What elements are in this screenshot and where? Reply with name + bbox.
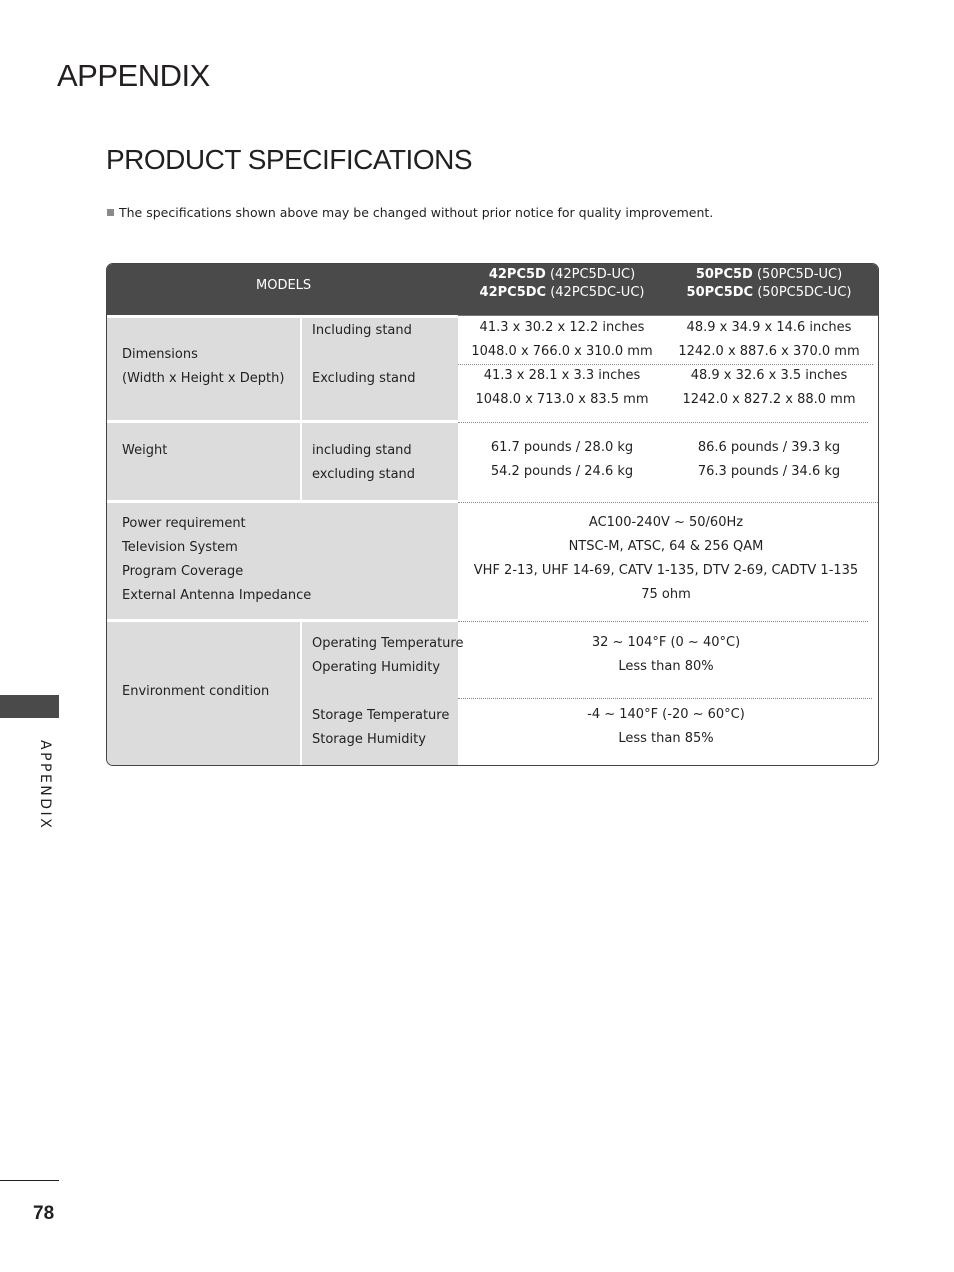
dim-inc-42-inches: 41.3 x 30.2 x 12.2 inches bbox=[479, 320, 645, 335]
operating-humidity-label: Operating Humidity bbox=[312, 660, 441, 675]
operating-temperature-value: 32 ~ 104°F (0 ~ 40°C) bbox=[591, 635, 741, 650]
row-gap-1 bbox=[107, 420, 458, 423]
row-gap-top bbox=[107, 315, 458, 318]
dim-row-divider bbox=[458, 422, 868, 423]
dim-exc-50-mm: 1242.0 x 827.2 x 88.0 mm bbox=[682, 392, 856, 407]
dimensions-sublabel: (Width x Height x Depth) bbox=[122, 371, 285, 386]
model-column-42 bbox=[459, 266, 665, 302]
page-title: PRODUCT SPECIFICATIONS bbox=[106, 144, 473, 175]
column-divider-1 bbox=[300, 315, 302, 423]
dim-exc-50-inches: 48.9 x 32.6 x 3.5 inches bbox=[690, 368, 848, 383]
operating-temperature-label: Operating Temperature bbox=[312, 636, 464, 651]
weight-including-label: including stand bbox=[312, 443, 412, 458]
dim-inc-42-mm: 1048.0 x 766.0 x 310.0 mm bbox=[471, 344, 653, 359]
weight-42-including: 61.7 pounds / 28.0 kg bbox=[490, 440, 634, 455]
model-50pc5d: 50PC5D (50PC5D-UC) bbox=[695, 267, 843, 282]
specs-note-text: The specifications shown above may be changed without prior notice for quality improvement. bbox=[119, 205, 714, 220]
dim-inc-50-mm: 1242.0 x 887.6 x 370.0 mm bbox=[678, 344, 860, 359]
model-column-50 bbox=[665, 266, 873, 302]
weight-row-divider bbox=[458, 502, 878, 503]
side-section-label: APPENDIX bbox=[37, 740, 53, 831]
television-system-value: NTSC-M, ATSC, 64 & 256 QAM bbox=[568, 539, 764, 554]
environment-divider bbox=[458, 698, 872, 699]
power-requirement-value: AC100-240V ~ 50/60Hz bbox=[588, 515, 744, 530]
weight-50-including: 86.6 pounds / 39.3 kg bbox=[697, 440, 841, 455]
specifications-table bbox=[106, 263, 879, 766]
column-divider-2 bbox=[300, 423, 302, 503]
model-42pc5d: 42PC5D (42PC5D-UC) bbox=[488, 267, 636, 282]
antenna-impedance-value: 75 ohm bbox=[641, 587, 691, 602]
weight-50-excluding: 76.3 pounds / 34.6 kg bbox=[697, 464, 841, 479]
excluding-stand-label: Excluding stand bbox=[312, 371, 416, 386]
dim-exc-42-inches: 41.3 x 28.1 x 3.3 inches bbox=[483, 368, 641, 383]
antenna-impedance-label: External Antenna Impedance bbox=[122, 588, 312, 603]
storage-humidity-value: Less than 85% bbox=[618, 731, 714, 746]
television-system-label: Television System bbox=[122, 540, 238, 555]
page-number: 78 bbox=[33, 1203, 55, 1224]
storage-temperature-value: -4 ~ 140°F (-20 ~ 60°C) bbox=[587, 707, 745, 722]
power-row-divider bbox=[458, 621, 868, 622]
weight-label: Weight bbox=[122, 443, 168, 458]
row-gap-3 bbox=[107, 619, 458, 622]
model-42pc5dc: 42PC5DC (42PC5DC-UC) bbox=[479, 285, 645, 300]
including-stand-label: Including stand bbox=[312, 323, 412, 338]
program-coverage-label: Program Coverage bbox=[122, 564, 244, 579]
section-title: APPENDIX bbox=[57, 58, 210, 93]
dimensions-label: Dimensions bbox=[122, 347, 198, 362]
models-header: MODELS bbox=[256, 278, 312, 293]
operating-humidity-value: Less than 80% bbox=[618, 659, 714, 674]
specs-note bbox=[107, 205, 713, 220]
dim-inc-50-inches: 48.9 x 34.9 x 14.6 inches bbox=[686, 320, 852, 335]
column-divider-3 bbox=[300, 621, 302, 765]
weight-excluding-label: excluding stand bbox=[312, 467, 416, 482]
dim-exc-42-mm: 1048.0 x 713.0 x 83.5 mm bbox=[475, 392, 649, 407]
weight-42-excluding: 54.2 pounds / 24.6 kg bbox=[490, 464, 634, 479]
power-requirement-label: Power requirement bbox=[122, 516, 246, 531]
model-50pc5dc: 50PC5DC (50PC5DC-UC) bbox=[686, 285, 852, 300]
row-gap-2 bbox=[107, 500, 458, 503]
storage-humidity-label: Storage Humidity bbox=[312, 732, 426, 747]
side-tab-marker bbox=[0, 695, 59, 718]
environment-condition-label: Environment condition bbox=[122, 684, 270, 699]
square-bullet-icon bbox=[107, 209, 114, 216]
program-coverage-value: VHF 2-13, UHF 14-69, CATV 1-135, DTV 2-69, CADTV 1-135 bbox=[473, 563, 859, 578]
footer-rule bbox=[0, 1180, 59, 1181]
storage-temperature-label: Storage Temperature bbox=[312, 708, 450, 723]
